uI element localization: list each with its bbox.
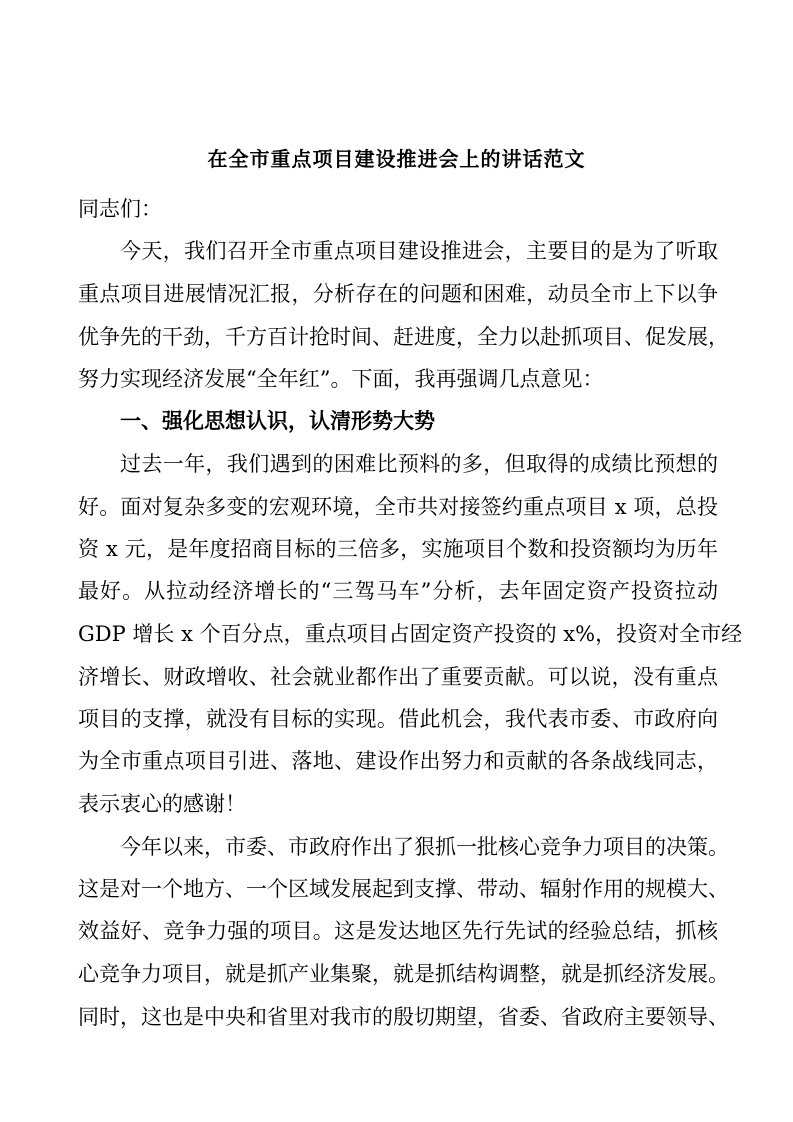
paragraph-line: 今年以来，市委、市政府作出了狠抓一批核心竞争力项目的决策。 — [120, 835, 729, 859]
paragraph-line: 重点项目进展情况汇报，分析存在的问题和困难，动员全市上下以争 — [78, 282, 718, 306]
paragraph-line: 努力实现经济发展“全年红”。下面，我再强调几点意见： — [78, 367, 604, 391]
paragraph-line: 今天，我们召开全市重点项目建设推进会，主要目的是为了听取 — [120, 239, 718, 263]
section-heading: 一、强化思想认识，认清形势大势 — [120, 408, 435, 433]
paragraph-line: 同时，这也是中央和省里对我市的殷切期望，省委、省政府主要领导、 — [78, 1005, 729, 1029]
paragraph-line: 资 x 元，是年度招商目标的三倍多，实施项目个数和投资额均为历年 — [78, 537, 718, 561]
paragraph-line: 过去一年，我们遇到的困难比预料的多，但取得的成绩比预想的 — [120, 452, 718, 476]
paragraph-line: 项目的支撑，就没有目标的实现。借此机会，我代表市委、市政府向 — [78, 707, 718, 731]
paragraph-line: 好。面对复杂多变的宏观环境，全市共对接签约重点项目 x 项，总投 — [78, 495, 718, 519]
paragraph-line: GDP 增长 x 个百分点，重点项目占固定资产投资的 x%，投资对全市经 — [78, 622, 743, 646]
paragraph-line: 表示衷心的感谢！ — [78, 792, 246, 816]
paragraph-line: 效益好、竞争力强的项目。这是发达地区先行先试的经验总结，抓核 — [78, 919, 718, 943]
paragraph-line: 济增长、财政增收、社会就业都作出了重要贡献。可以说，没有重点 — [78, 665, 718, 689]
paragraph-line: 这是对一个地方、一个区域发展起到支撑、带动、辐射作用的规模大、 — [78, 877, 729, 901]
paragraph-line: 为全市重点项目引进、落地、建设作出努力和贡献的各条战线同志， — [78, 749, 718, 773]
document-title: 在全市重点项目建设推进会上的讲话范文 — [207, 147, 586, 171]
salutation: 同志们： — [78, 197, 162, 221]
paragraph-line: 最好。从拉动经济增长的“三驾马车”分析，去年固定资产投资拉动 — [78, 579, 718, 603]
paragraph-line: 优争先的干劲，千方百计抢时间、赶进度，全力以赴抓项目、促发展， — [78, 325, 729, 349]
paragraph-line: 心竞争力项目，就是抓产业集聚，就是抓结构调整，就是抓经济发展。 — [78, 962, 729, 986]
